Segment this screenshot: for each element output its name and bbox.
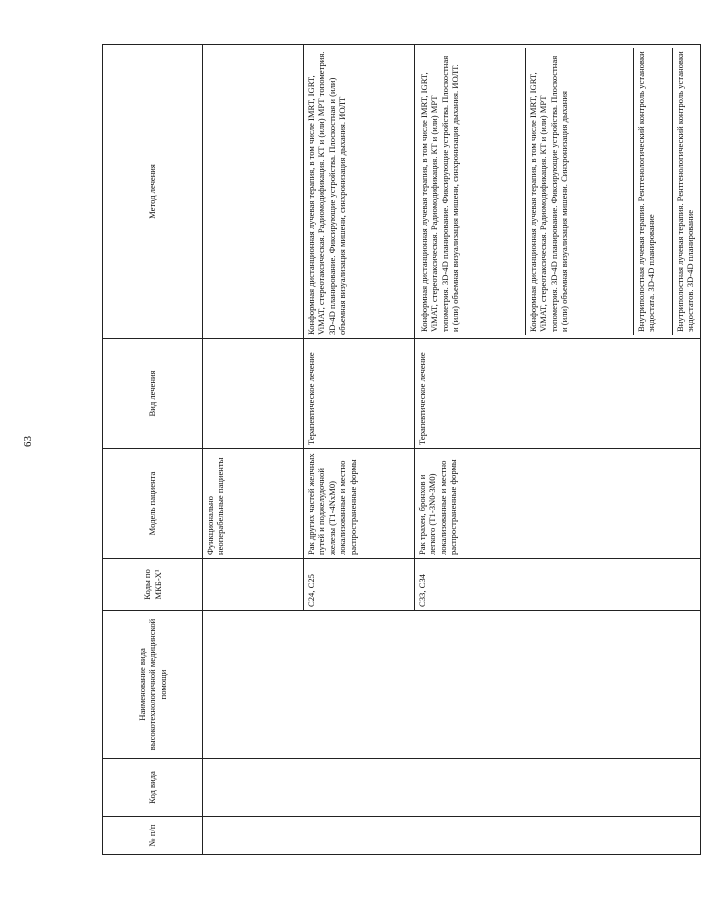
header-treatment: Вид лечения (103, 339, 203, 449)
cell-code (203, 759, 701, 817)
cell-num (203, 817, 701, 855)
header-code: Код вида (103, 759, 203, 817)
cell-icd: C33, C34 (415, 559, 701, 611)
header-num: № п/п (103, 817, 203, 855)
header-icd: Коды по МКБ-Х¹ (103, 559, 203, 611)
cell-treatment: Терапевтическое лечение (415, 339, 701, 449)
cell-name (203, 611, 701, 759)
cell-icd (203, 559, 304, 611)
cell-treatment: Терапевтическое лечение (304, 339, 415, 449)
method-block: Конформная дистанционная лучевая терапия, в том числе IMRT, IGRT, ViMAT, стереотаксическая. Радиомодификация. КТ и (или) МРТ топометрия. 3D-4D планирование. Фиксирующие устройства. Плоскостная и (или) объемная визуализация мишени. Синхронизация дыхания (525, 48, 633, 335)
header-name: Наименование вида высокотехнологичной медицинской помощи (103, 611, 203, 759)
cell-icd: C24, C25 (304, 559, 415, 611)
table-row (203, 45, 304, 855)
cell-treatment (203, 339, 304, 449)
method-block: Внутриполостная лучевая терапия. Рентгенологический контроль установки эндостатов. 3D-4D планирование (672, 48, 698, 335)
page-number: 63 (22, 436, 34, 447)
method-block: Конформная дистанционная лучевая терапия, в том числе IMRT, IGRT, ViMAT, стереотаксическая. Радиомодификация. КТ и (или) МРТ топометрия. 3D-4D планирование. Фиксирующие устройства. Плоскостная и (или) объемная визуализация мишени, синхронизация дыхания. ИОЛТ. (419, 55, 461, 332)
cell-method (415, 45, 701, 339)
table-header-row (103, 45, 203, 855)
method-block: Внутриполостная лучевая терапия. Рентгенологический контроль установки эндостата. 3D-4D планирование (633, 48, 672, 335)
cell-method (203, 45, 304, 339)
cell-model: Рак трахеи, бронхов и легкого (T1-3N0-3M0) локализованные и местно распространенные формы (415, 449, 701, 559)
cell-method: Конформная дистанционная лучевая терапия, в том числе IMRT, IGRT, ViMAT, стереотаксическая. Радиомодификация. КТ и (или) МРТ топометрия. 3D-4D планирование. Фиксирующие устройства. Плоскостная и (или) объемная визуализация мишени, синхронизация дыхания. ИОЛТ (304, 45, 415, 339)
rotated-table-wrapper (102, 45, 696, 855)
header-method: Метод лечения (103, 45, 203, 339)
cell-model: Функционально неоперабельные пациенты (203, 449, 304, 559)
treatment-table (102, 44, 701, 855)
cell-model: Рак других частей желчных путей и поджелудочной железы (T1-4NxM0) локализованные и местно распространенные формы (304, 449, 415, 559)
header-model: Модель пациента (103, 449, 203, 559)
